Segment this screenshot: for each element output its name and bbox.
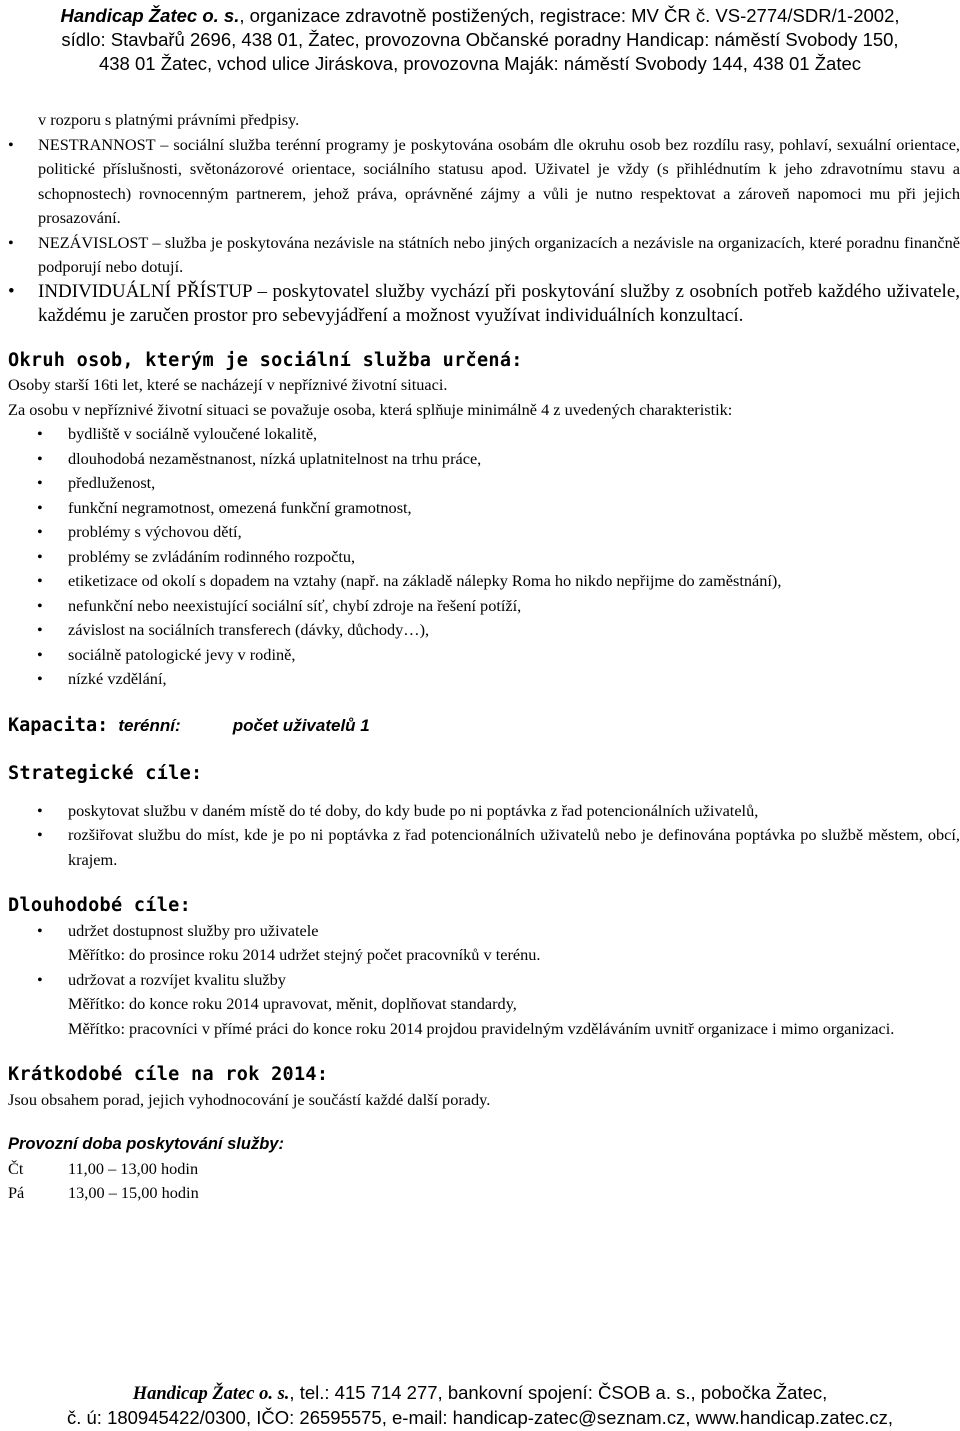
list-item: • poskytovat službu v daném místě do té doby, do kdy bude po ni poptávka z řad potencionálních uživatelů, <box>8 799 960 824</box>
header-line-1 <box>0 4 960 28</box>
hours-table <box>8 1157 199 1206</box>
capacity-type: terénní: <box>118 715 181 735</box>
header-line-2: sídlo: Stavbařů 2696, 438 01, Žatec, provozovna Občanské poradny Handicap: náměstí Svobody 150, <box>61 29 899 50</box>
page-header <box>0 4 960 76</box>
hours-time: 11,00 – 13,00 hodin <box>68 1158 199 1178</box>
footer-line-1-text: , tel.: 415 714 277, bankovní spojení: ČSOB a. s., pobočka Žatec, <box>289 1382 828 1403</box>
list-item: • problémy s výchovou dětí, <box>8 520 960 545</box>
strategic-list <box>8 799 960 873</box>
principle-nestrannost: • NESTRANNOST – sociální služba terénní programy je poskytována osobám dle okruhu osob bez rozdílu rasy, pohlaví, sexuální orientace, politické příslušnosti, světonázorové orientace, sociálního statusu apod. Uživatel je vždy (s přihlédnutím k jeho zdravotnímu stavu a schopnostech) rovnocenným partnerem, jehož práva, oprávněné zájmy a vůli je nutno respektovat a zároveň napomoci mu při jejich prosazování. <box>8 133 960 231</box>
strategic-heading: Strategické cíle: <box>8 763 203 784</box>
target-group-list <box>8 422 960 692</box>
capacity-row <box>8 714 960 739</box>
target-group-line-1: Osoby starší 16ti let, které se nacházejí v nepříznivé životní situaci. <box>8 375 448 394</box>
header-org-name: Handicap Žatec o. s. <box>60 5 240 26</box>
list-item: • funkční negramotnost, omezená funkční gramotnost, <box>8 496 960 521</box>
measure-text: Měřítko: do konce roku 2014 upravovat, měnit, doplňovat standardy, <box>68 994 517 1013</box>
target-group-line-2: Za osobu v nepříznivé životní situaci se považuje osoba, která splňuje minimálně 4 z uvedených charakteristik: <box>8 399 733 419</box>
hours-day: Pá <box>8 1183 25 1202</box>
capacity-count: počet uživatelů 1 <box>232 715 370 735</box>
list-item: • nefunkční nebo neexistující sociální síť, chybí zdroje na řešení potíží, <box>8 594 960 619</box>
list-item: • nízké vzdělání, <box>8 667 960 692</box>
measure-text: Měřítko: do prosince roku 2014 udržet stejný počet pracovníků v terénu. <box>68 945 541 964</box>
page-footer <box>0 1381 960 1430</box>
principles-continuation: v rozporu s platnými právními předpisy. <box>38 110 300 129</box>
hours-time: 13,00 – 15,00 hodin <box>68 1183 199 1202</box>
shortterm-text: Jsou obsahem porad, jejich vyhodnocování je součástí každé další porady. <box>8 1089 491 1109</box>
hours-day: Čt <box>8 1158 24 1178</box>
list-item: • bydliště v sociálně vyloučené lokalitě, <box>8 422 960 447</box>
document-body <box>8 108 960 1206</box>
shortterm-heading: Krátkodobé cíle na rok 2014: <box>8 1064 329 1085</box>
list-item: • etiketizace od okolí s dopadem na vztahy (např. na základě nálepky Roma ho nikdo nepřijme do zaměstnání), <box>8 569 960 594</box>
header-line-3: 438 01 Žatec, vchod ulice Jiráskova, provozovna Maják: náměstí Svobody 144, 438 01 Žatec <box>98 53 861 74</box>
list-item: • udržovat a rozvíjet kvalitu služby <box>8 968 960 993</box>
footer-org-name: Handicap Žatec o. s. <box>132 1384 290 1404</box>
list-item: • udržet dostupnost služby pro uživatele <box>8 919 960 944</box>
list-item: • sociálně patologické jevy v rodině, <box>8 643 960 668</box>
list-item: • předluženost, <box>8 471 960 496</box>
footer-line-1 <box>0 1381 960 1406</box>
capacity-label: Kapacita: <box>8 714 109 736</box>
header-line-1-text: , organizace zdravotně postižených, registrace: MV ČR č. VS-2774/SDR/1-2002, <box>239 5 900 26</box>
table-row <box>8 1157 199 1182</box>
principle-individualni-pristup: • INDIVIDUÁLNÍ PŘÍSTUP – poskytovatel služby vychází při poskytování služby z osobních potřeb každého uživatele, každému je zaručen prostor pro sebevyjádření a možnost využívat individuálních konzultací. <box>8 280 960 329</box>
list-item: • rozšiřovat službu do míst, kde je po ni poptávka z řad potencionálních uživatelů nebo je definována poptávka po službě městem, obcí, krajem. <box>8 823 960 872</box>
principle-nezavislost: • NEZÁVISLOST – služba je poskytována nezávisle na státních nebo jiných organizacích a nezávisle na organizacích, které poradnu finančně podporují nebo dotují. <box>8 231 960 280</box>
list-item: • závislost na sociálních transferech (dávky, důchody…), <box>8 618 960 643</box>
list-item: • dlouhodobá nezaměstnanost, nízká uplatnitelnost na trhu práce, <box>8 447 960 472</box>
target-group-heading: Okruh osob, kterým je sociální služba určená: <box>8 349 523 371</box>
hours-heading: Provozní doba poskytování služby: <box>8 1135 284 1153</box>
longterm-list <box>8 919 960 1042</box>
table-row <box>8 1181 199 1206</box>
measure-text: Měřítko: pracovníci v přímé práci do konce roku 2014 projdou pravidelným vzděláváním uvnitř organizace i mimo organizaci. <box>68 1018 895 1038</box>
longterm-heading: Dlouhodobé cíle: <box>8 895 192 916</box>
list-item: • problémy se zvládáním rodinného rozpočtu, <box>8 545 960 570</box>
footer-line-2: č. ú: 180945422/0300, IČO: 26595575, e-mail: handicap-zatec@seznam.cz, www.handicap.zatec.cz, <box>66 1407 894 1428</box>
